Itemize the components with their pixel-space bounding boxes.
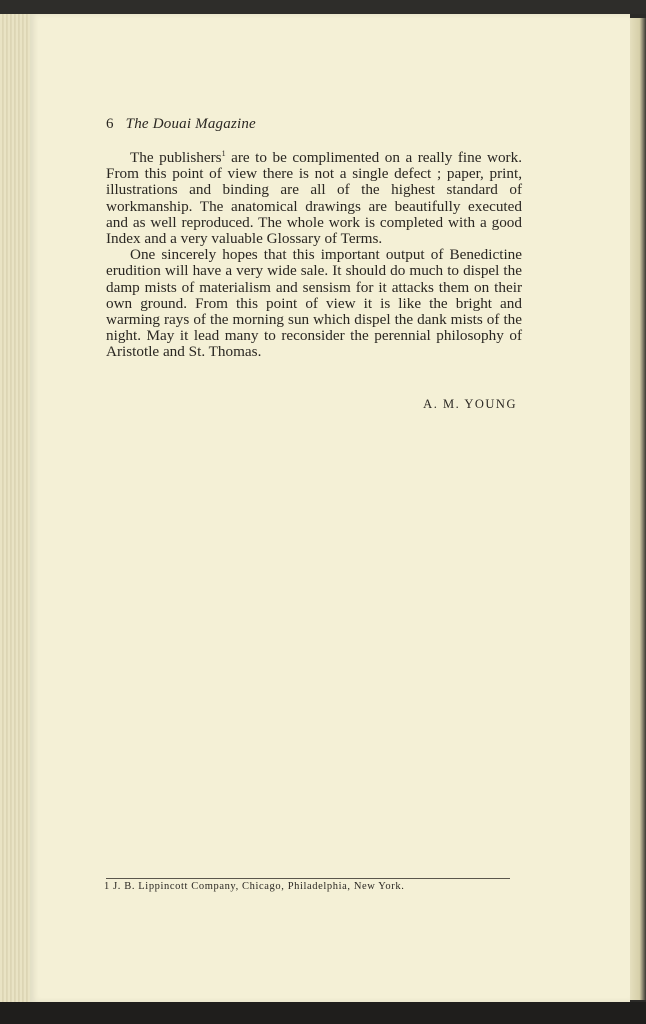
paragraph-1-rest: are to be complimented on a really fine work. From this point of view there is not a single defect ; paper, print, illustrations and binding are all of the highest standard of workmanship. The anatomical drawings are beautifully executed and as well reproduced. The whole work is completed with a good Index and a very valuable Glossary of Terms. xyxy=(106,149,522,248)
article-body xyxy=(106,150,522,361)
paragraph-2: One sincerely hopes that this important output of Benedictine erudition will have a very wide sale. It should do much to dispel the damp mists of materialism and sensism for it attacks them on their own ground. From this point of view it is like the bright and warming rays of the morning sun which dispel the dank mists of the night. May it lead many to reconsider the perennial philosophy of Aristotle and St. Thomas. xyxy=(106,246,522,361)
running-head xyxy=(106,116,256,133)
footnote-marker: 1 xyxy=(104,881,110,892)
footnote xyxy=(104,881,404,892)
author-signature: A. M. YOUNG xyxy=(423,397,517,411)
footnote-text: J. B. Lippincott Company, Chicago, Philadelphia, New York. xyxy=(113,881,405,892)
journal-title: The Douai Magazine xyxy=(125,116,256,132)
footnote-rule xyxy=(106,878,510,879)
facing-page-edge xyxy=(630,18,646,1000)
scan-top-border xyxy=(0,0,646,14)
paragraph-1-start: The publishers xyxy=(130,149,222,166)
scan-bottom-border xyxy=(0,1002,646,1024)
page-edge-stack xyxy=(0,14,33,1004)
paragraph-1 xyxy=(106,150,522,247)
page-number: 6 xyxy=(106,116,114,132)
footnote-reference: 1 xyxy=(221,148,226,158)
